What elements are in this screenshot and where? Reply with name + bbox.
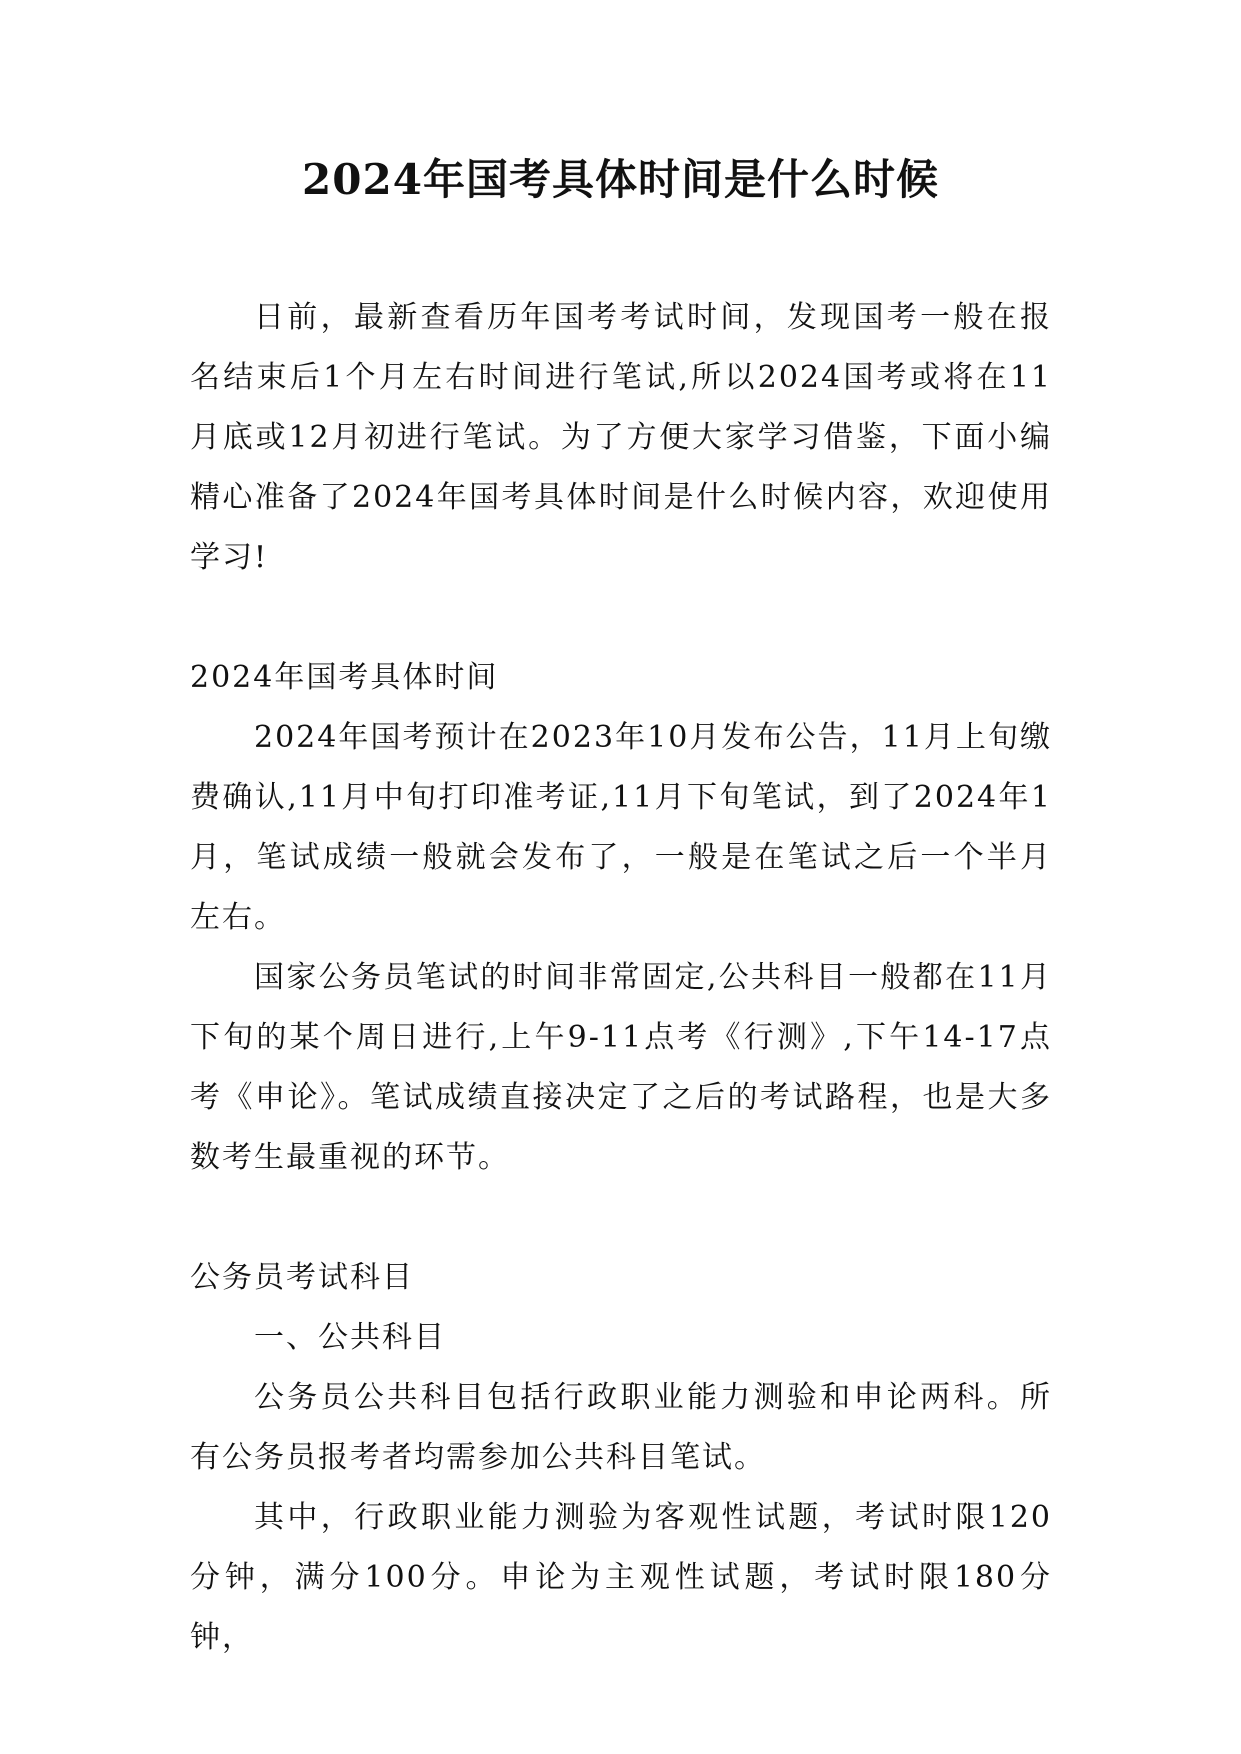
exam-time-paragraph-1: 2024年国考预计在2023年10月发布公告，11月上旬缴费确认,11月中旬打印准考证,11月下旬笔试，到了2024年1月，笔试成绩一般就会发布了，一般是在笔试之后一个半月左右。 xyxy=(190,720,1052,935)
section-heading-exam-time: 2024年国考具体时间 xyxy=(190,660,499,695)
subjects-paragraph-1: 公务员公共科目包括行政职业能力测验和申论两科。所有公务员报考者均需参加公共科目笔试。 xyxy=(190,1380,1052,1475)
document-body xyxy=(190,288,1052,1668)
exam-time-paragraph-2: 国家公务员笔试的时间非常固定,公共科目一般都在11月下旬的某个周日进行,上午9-11点考《行测》,下午14-17点考《申论》。笔试成绩直接决定了之后的考试路程，也是大多数考生最重视的环节。 xyxy=(190,960,1052,1175)
subheading-public-subjects: 一、公共科目 xyxy=(254,1320,446,1355)
document-title: 2024年国考具体时间是什么时候 xyxy=(302,155,939,204)
subjects-paragraph-2: 其中，行政职业能力测验为客观性试题，考试时限120分钟，满分100分。申论为主观性试题，考试时限180分钟， xyxy=(190,1500,1052,1655)
intro-paragraph: 日前，最新查看历年国考考试时间，发现国考一般在报名结束后1个月左右时间进行笔试,所以2024国考或将在11月底或12月初进行笔试。为了方便大家学习借鉴，下面小编精心准备了2024年国考具体时间是什么时候内容，欢迎使用学习! xyxy=(190,300,1052,575)
section-heading-exam-subjects: 公务员考试科目 xyxy=(190,1260,414,1295)
